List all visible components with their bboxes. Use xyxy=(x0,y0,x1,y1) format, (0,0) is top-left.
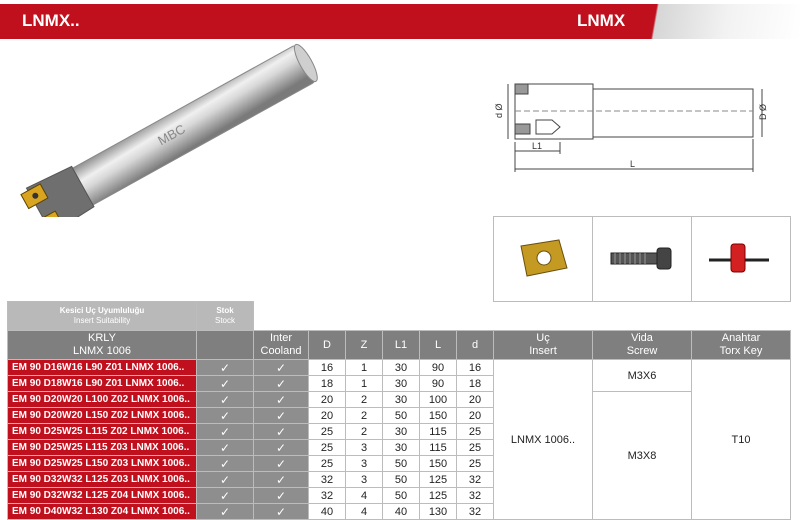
insert-image-cell xyxy=(494,217,593,302)
dim-cell-d: 32 xyxy=(457,488,494,504)
end-mill-tool-image xyxy=(20,55,350,215)
coolant-check-cell: ✓ xyxy=(254,376,309,392)
screw-header xyxy=(593,331,692,360)
col-header-Z: Z xyxy=(346,331,383,360)
suitability-header-tr: Kesici Uç Uyumluluğu xyxy=(59,306,145,315)
coolant-check-cell: ✓ xyxy=(254,504,309,520)
dim-cell-L1: 50 xyxy=(383,488,420,504)
dim-cell-L1: 30 xyxy=(383,376,420,392)
technical-drawing xyxy=(494,72,770,182)
dim-cell-L1: 30 xyxy=(383,360,420,376)
dim-cell-d: 32 xyxy=(457,504,494,520)
product-code-cell: EM 90 D20W20 L150 Z02 LNMX 1006.. xyxy=(8,408,197,424)
screw-value-cell: M3X8 xyxy=(593,392,692,520)
dim-cell-L: 115 xyxy=(420,424,457,440)
drawing-label-d: d Ø xyxy=(494,103,504,118)
dim-cell-D: 25 xyxy=(309,424,346,440)
table-image-row xyxy=(8,217,791,302)
stock-check-cell: ✓ xyxy=(197,456,254,472)
dim-cell-D: 20 xyxy=(309,392,346,408)
insert-header xyxy=(494,331,593,360)
product-table-wrap xyxy=(7,216,791,520)
dim-cell-L: 90 xyxy=(420,360,457,376)
series-title: LNMX xyxy=(577,11,626,30)
dim-cell-D: 25 xyxy=(309,456,346,472)
screw-header-line1: Vida xyxy=(631,332,653,344)
dim-cell-Z: 3 xyxy=(346,456,383,472)
suitability-header-en: Insert Suitability xyxy=(73,316,131,325)
drawing-label-D: D Ø xyxy=(758,103,768,120)
dim-cell-d: 25 xyxy=(457,456,494,472)
dim-cell-L1: 50 xyxy=(383,456,420,472)
dim-cell-L1: 50 xyxy=(383,472,420,488)
dim-cell-D: 32 xyxy=(309,472,346,488)
krly-header-line2: LNMX 1006 xyxy=(72,345,132,357)
key-value-cell: T10 xyxy=(692,360,791,520)
product-code-cell: EM 90 D32W32 L125 Z03 LNMX 1006.. xyxy=(8,472,197,488)
insert-value-cell: LNMX 1006.. xyxy=(494,360,593,520)
coolant-header-line1: Inter xyxy=(269,332,292,344)
stock-header-tr: Stok xyxy=(216,306,234,315)
product-code-cell: EM 90 D25W25 L150 Z03 LNMX 1006.. xyxy=(8,456,197,472)
coolant-check-cell: ✓ xyxy=(254,472,309,488)
dim-cell-Z: 3 xyxy=(346,440,383,456)
dim-cell-L: 115 xyxy=(420,440,457,456)
drawing-label-L: L xyxy=(630,159,636,169)
dim-cell-d: 18 xyxy=(457,376,494,392)
col-header-L: L xyxy=(420,331,457,360)
dim-cell-L: 90 xyxy=(420,376,457,392)
product-table xyxy=(7,216,791,520)
stock-check-cell: ✓ xyxy=(197,440,254,456)
krly-header-line1: KRLY xyxy=(88,332,116,344)
table-row xyxy=(8,360,791,376)
dim-cell-D: 40 xyxy=(309,504,346,520)
dim-cell-D: 32 xyxy=(309,488,346,504)
table-suitability-row xyxy=(8,302,791,331)
dim-cell-D: 25 xyxy=(309,440,346,456)
dim-cell-L1: 30 xyxy=(383,440,420,456)
dim-cell-L: 100 xyxy=(420,392,457,408)
dim-cell-L: 125 xyxy=(420,472,457,488)
coolant-check-cell: ✓ xyxy=(254,488,309,504)
product-code-cell: EM 90 D25W25 L115 Z02 LNMX 1006.. xyxy=(8,424,197,440)
key-header-line2: Torx Key xyxy=(719,345,763,357)
table-row xyxy=(8,392,791,408)
product-code-cell: EM 90 D16W16 L90 Z01 LNMX 1006.. xyxy=(8,360,197,376)
dim-cell-D: 16 xyxy=(309,360,346,376)
table-body xyxy=(8,360,791,520)
torx-key-icon xyxy=(701,238,781,278)
col-header-D: D xyxy=(309,331,346,360)
screw-value-cell: M3X6 xyxy=(593,360,692,392)
dim-cell-L1: 50 xyxy=(383,408,420,424)
dim-cell-L: 130 xyxy=(420,504,457,520)
coolant-check-cell: ✓ xyxy=(254,456,309,472)
dim-cell-d: 20 xyxy=(457,408,494,424)
product-code-cell: EM 90 D32W32 L125 Z04 LNMX 1006.. xyxy=(8,488,197,504)
product-code-cell: EM 90 D25W25 L115 Z03 LNMX 1006.. xyxy=(8,440,197,456)
dim-cell-Z: 4 xyxy=(346,488,383,504)
dim-cell-d: 25 xyxy=(457,424,494,440)
screw-image-cell xyxy=(593,217,692,302)
dim-cell-Z: 2 xyxy=(346,408,383,424)
stock-check-cell: ✓ xyxy=(197,424,254,440)
krly-header xyxy=(8,331,197,360)
product-code-cell: EM 90 D18W16 L90 Z01 LNMX 1006.. xyxy=(8,376,197,392)
stock-check-cell: ✓ xyxy=(197,488,254,504)
stock-check-cell: ✓ xyxy=(197,392,254,408)
col-header-d: d xyxy=(457,331,494,360)
stock-header xyxy=(197,302,254,331)
col-header-L1: L1 xyxy=(383,331,420,360)
table-header-row xyxy=(8,331,791,360)
screw-icon xyxy=(607,243,677,273)
dim-cell-L1: 40 xyxy=(383,504,420,520)
header-bar-fade xyxy=(615,4,800,39)
page-title: LNMX.. xyxy=(22,11,80,30)
key-header-line1: Anahtar xyxy=(721,332,761,344)
dim-cell-d: 25 xyxy=(457,440,494,456)
key-image-cell xyxy=(692,217,791,302)
key-header xyxy=(692,331,791,360)
dim-cell-d: 32 xyxy=(457,472,494,488)
product-code-cell: EM 90 D40W32 L130 Z04 LNMX 1006.. xyxy=(8,504,197,520)
dim-cell-Z: 1 xyxy=(346,376,383,392)
stock-check-cell: ✓ xyxy=(197,472,254,488)
coolant-check-cell: ✓ xyxy=(254,424,309,440)
stock-check-cell: ✓ xyxy=(197,408,254,424)
stock-check-cell: ✓ xyxy=(197,360,254,376)
product-code-cell: EM 90 D20W20 L100 Z02 LNMX 1006.. xyxy=(8,392,197,408)
coolant-check-cell: ✓ xyxy=(254,408,309,424)
dim-cell-Z: 1 xyxy=(346,360,383,376)
dim-cell-L: 125 xyxy=(420,488,457,504)
dim-cell-Z: 2 xyxy=(346,424,383,440)
stock-check-cell: ✓ xyxy=(197,376,254,392)
dim-cell-d: 20 xyxy=(457,392,494,408)
coolant-header xyxy=(254,331,309,360)
brand-engraving: MBC xyxy=(155,121,188,149)
coolant-check-cell: ✓ xyxy=(254,392,309,408)
dim-cell-Z: 3 xyxy=(346,472,383,488)
screw-header-line2: Screw xyxy=(626,345,658,357)
dim-cell-Z: 4 xyxy=(346,504,383,520)
dim-cell-L: 150 xyxy=(420,456,457,472)
dim-cell-Z: 2 xyxy=(346,392,383,408)
dim-cell-D: 18 xyxy=(309,376,346,392)
dim-cell-d: 16 xyxy=(457,360,494,376)
stock-column-header xyxy=(197,331,254,360)
insert-icon xyxy=(513,236,573,280)
drawing-label-L1: L1 xyxy=(532,141,543,151)
stock-header-en: Stock xyxy=(214,316,235,325)
coolant-header-line2: Cooland xyxy=(260,345,302,357)
insert-header-line2: Insert xyxy=(529,345,557,357)
coolant-check-cell: ✓ xyxy=(254,440,309,456)
insert-header-line1: Uç xyxy=(536,332,550,344)
coolant-check-cell: ✓ xyxy=(254,360,309,376)
dim-cell-L: 150 xyxy=(420,408,457,424)
dim-cell-D: 20 xyxy=(309,408,346,424)
suitability-header xyxy=(8,302,197,331)
dim-cell-L1: 30 xyxy=(383,392,420,408)
dim-cell-L1: 30 xyxy=(383,424,420,440)
stock-check-cell: ✓ xyxy=(197,504,254,520)
